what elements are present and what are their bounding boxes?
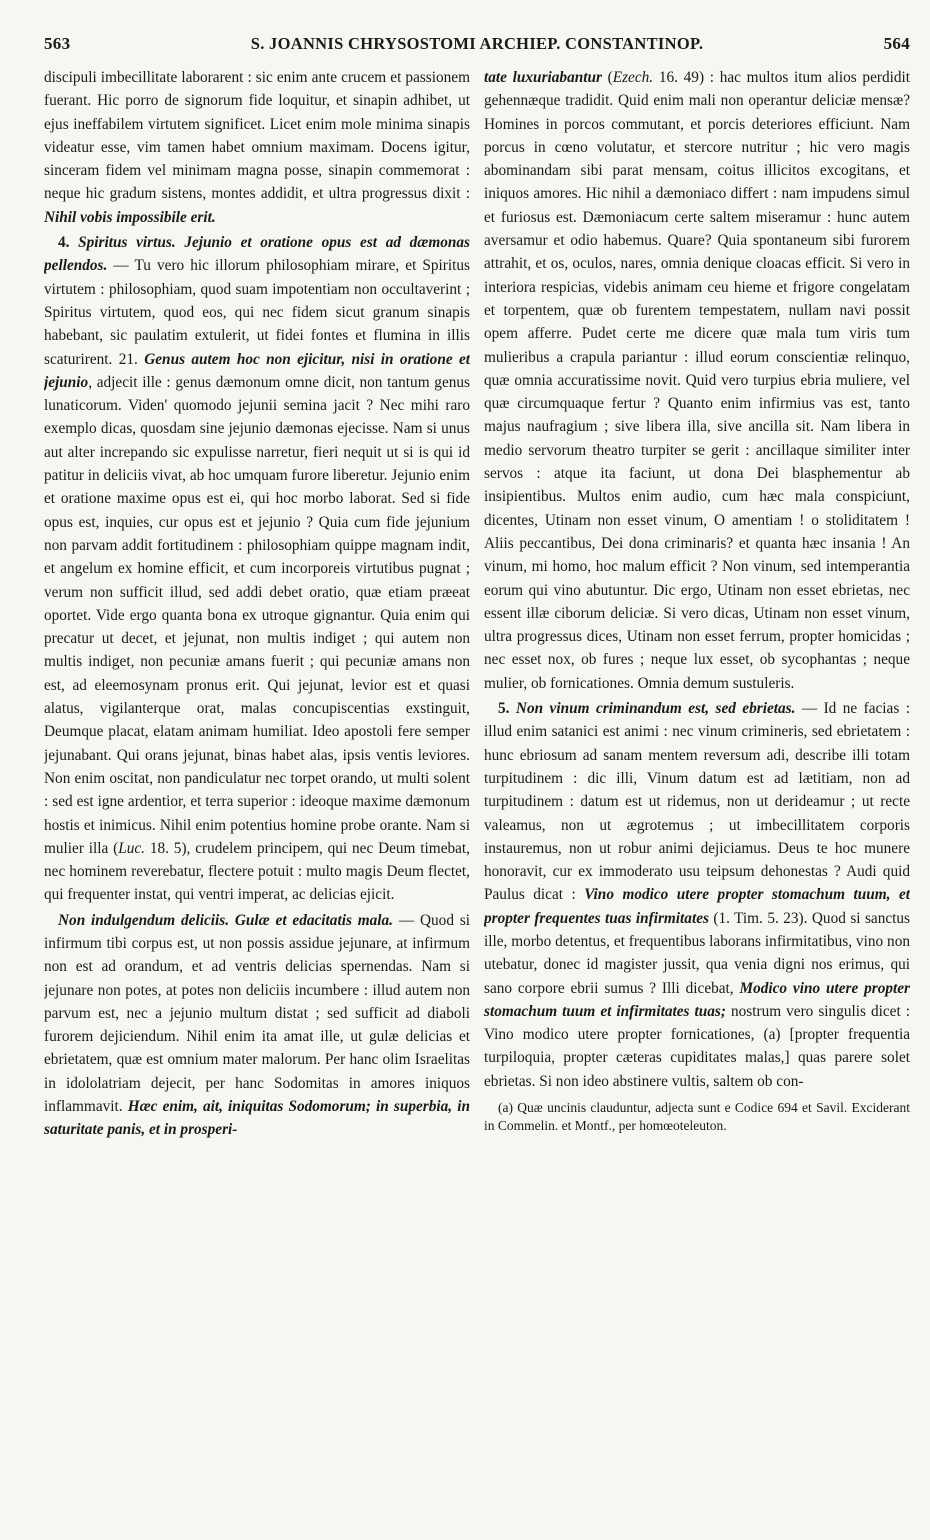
- reference: Luc.: [118, 839, 146, 857]
- page-number-right: 564: [883, 34, 910, 53]
- text-run: — Tu vero hic illorum philosophiam mirare, et Spiritus virtutem : philosophiam, quod suam impotentiam non occultaverint ; Spiritus virtutem, quod eos, qui nec fidem sicut granum sinapis habebant, sic paulatim extulerit, ut fidei fontes et flumina in illis scaturirent. 21.: [44, 257, 470, 368]
- running-header: [44, 34, 910, 58]
- left-column: [44, 66, 470, 1526]
- text-run: , adjecit ille : genus dæmonum omne dicit, non tantum genus lunaticorum. Viden' quomodo jejunii semina jacit ? Nec mihi raro exemplo dicas, quosdam sine jejunio dæmonas ejecisse. Nam si unus aut alter increpando sic expulisse narretur, fieri nequit ut si is qui id patitur in deliciis vivat, ab hoc umquam furore liberetur. Jejunio enim et oratione maxime opus est ei, qui hoc morbo laborat. Sed si fide opus est, inquies, cur opus est et jejunio ? Quia cum fide jejunium non parvam addit fortitudinem : philosophiam quippe magnam indit, et angelum ex homine efficit, et cum incorporeis virtutibus pugnat ; verum non sufficit illud, sed addi debet oratio, quæ etiam præeat oportet. Vide ergo quanta bona ex utroque gignantur. Quia enim qui precatur ut decet, et jejunat, non multis indiget ; qui autem non multis indiget, non pecuniæ amans fuerit ; qui pecuniæ amans non est, ad eleemosynam pronus erit. Qui jejunat, levior est et quasi alatus, vigilanterque orat, malas concupiscentias exstinguit, Deumque placat, elatam animam humiliat. Ideo apostoli fere semper jejunabant. Qui orans jejunat, binas habet alas, ipsis ventis leviores. Non enim oscitat, non pandiculatur nec torpet orando, ut multi solent : sed est igne ardentior, et terra superior : ideoque maxime dæmonum hostis et inimicus. Nihil enim potentius homine probe orante. Nam si mulier illa (: [44, 373, 470, 857]
- text-run: 16. 49) : hac multos itum alios perdidit gehennæque tradidit. Quid enim mali non operantur deliciæ mensæ? Homines in porcos commutant, et porcis deteriores efficiunt. Nam porcus in cœno volutatur, et stercore nutritur ; hic vero magis abominandam sibi parat mensam, coitus illicitos excogitans, et iniquos amores. Hic nihil a dæmoniaco differt : nam impudens simul et furiosus est. Dæmoniacum certe saltem miseramur : hunc autem aversamur et odio habemus. Quare? Quia spontaneum sibi furorem attrahit, et os, oculos, nares, omnia denique cloacas efficit. Si vero in interiora respicias, videbis animam ceu hieme et frigore congelatam et torpentem, quæ ob furentem tempestatem, nullam navi possit opem afferre. Pudet certe me dicere quæ mala tum viris tum mulieribus a crapula pariantur : illud eorum conscientiæ relinquo, quæ omnia accuratissime novit. Quid vero turpius ebria muliere, vel quæ circumquaque fertur ? Quanto enim infirmius vas est, tanto majus naufragium ; sive libera illa, sive ancilla sit. Nam libera in medio servorum theatro turpiter se gerit : ancillaque similiter inter servos : atque ita faciunt, ut dona Dei blasphementur ab insipientibus. Multos enim audio, cum hæc mala conspiciunt, dicentes, Utinam non esset vinum, O amentiam ! o stoliditatem ! Aliis peccantibus, Dei dona criminaris? et quanta hæc insania ! An vinum, mi homo, hoc malum efficit ? Non vinum, sed intemperantia eorum qui vino abutuntur. Dic ergo, Utinam non esset ebrietas, nec essent illæ ciborum deliciæ. Si vero dicas, Utinam non esset vinum, ultra progressus dices, Utinam non esset ferrum, propter homicidas ; nec esset nox, ob fures ; neque lux esset, ob sycophantas ; neque mulier, ob fornicationes. Omnia demum sustuleris.: [484, 69, 910, 692]
- right-column: [484, 66, 910, 1526]
- reference: Ezech.: [612, 69, 654, 86]
- section-heading: Non indulgendum deliciis. Gulæ et edacitatis mala.: [58, 911, 394, 929]
- scripture-quote: Modico vino utere propter stomachum tuum et infirmitates tuas;: [484, 979, 910, 1020]
- text-run: (: [601, 69, 613, 86]
- text-run: Quod si sanctus ille, morbo detentus, et frequentibus laborans infirmitatibus, vino non utebatur, donec id magister jussit, qua venia digni nos erimus, qui sano corpore ebrii sumus ? Illi dicebat,: [484, 909, 910, 997]
- text-run: nostrum vero singulis dicet : Vino modico utere propter fornicationes, (a) [propter frequentia turpiloquia, propter cæteras cupiditates malas,] quas parere solet ebrietas. Si non ideo abstinere vultis, saltem ob con-: [484, 1002, 910, 1090]
- text-run: — Quod si infirmum tibi corpus est, ut non possis assidue jejunare, at infirmum non est ad orandum, et ad ventris delicias spernendas. Nam si jejunare non potes, at potes non deliciis incumbere : illud autem non parvum est, nec a jejunio multum distat ; sed sufficit ad diaboli furorem dejiciendum. Nihil enim ita amat ille, ut gulæ delicias et ebrietatem, quæ est omnium mater malorum. Per hanc olim Israelitas in idololatriam dejecit, per hanc Sodomitas in amores iniquos inflammavit.: [44, 911, 470, 1116]
- footnote: (a) Quæ uncinis clauduntur, adjecta sunt e Codice 694 et Savil. Exciderant in Commelin. et Montf., per homœoteleuton.: [484, 1100, 910, 1134]
- paragraph: [484, 66, 910, 695]
- paragraph: [484, 697, 910, 1093]
- scripture-quote: tate luxuriabantur: [484, 69, 602, 86]
- paragraph: [44, 909, 470, 1142]
- scripture-quote: Hæc enim, ait, iniquitas Sodomorum; in superbia, in saturitate panis, et in prosperi-: [44, 1098, 470, 1139]
- scripture-quote: Vino modico utere propter stomachum tuum, et propter frequentes tuas infirmitates: [484, 886, 910, 927]
- text-columns: [44, 66, 910, 1526]
- scripture-quote: Genus autem hoc non ejicitur, nisi in oratione et jejunio: [44, 350, 470, 391]
- section-heading: Non vinum criminandum est, sed ebrietas.: [515, 700, 796, 718]
- running-title: S. JOANNIS CHRYSOSTOMI ARCHIEP. CONSTANTINOP.: [250, 34, 704, 53]
- reference: (1. Tim. 5. 23).: [708, 909, 808, 927]
- page-number-left: 563: [44, 34, 71, 53]
- paragraph: [44, 231, 470, 907]
- text-run: discipuli imbecillitate laborarent : sic enim ante crucem et passionem fuerant. Hic porro de signorum fide loquitur, et sinapin adhibet, ut ejus ineffabilem virtutem significet. Licet enim mole minima sinapis videatur esse, vim tamen habet omnium maximam. Docens igitur, sinceram fidem vel minimam magna posse, sinapin commemorat : neque hic gradum sistens, montes addidit, et ultra progressus dixit :: [44, 69, 470, 203]
- text-run: 18. 5), crudelem principem, qui nec Deum timebat, nec hominem reverebatur, flectere potuit : multo magis Deum flectet, qui frequenter instat, qui ventri imperat, ac delicias ejicit.: [44, 839, 470, 904]
- section-number: 4.: [58, 234, 70, 252]
- section-number: 5.: [498, 700, 510, 718]
- text-run: — Id ne facias : illud enim satanici est animi : nec vinum crimineris, sed ebrietatem : hunc ebriosum ad sanam mentem reversum adi, describe illi totam turpitudinem : dic illi, Vinum datum est ad lætitiam, non ad turpitudinem : datum est ut ridemus, non ut derideamur ; ut recte valeamus, non ut ægrotemus ; ut imbecillitatem corporis instauremus, non ut robur animi dejiciamus. Deus te hoc munere honoravit, cur ex immoderato usu teipsum dehonestas ? Audi quid Paulus dicat :: [484, 700, 910, 904]
- paragraph: [44, 66, 470, 229]
- scripture-quote: Nihil vobis impossibile erit.: [44, 208, 216, 226]
- section-heading: Spiritus virtus. Jejunio et oratione opus est ad dæmonas pellendos.: [44, 234, 470, 275]
